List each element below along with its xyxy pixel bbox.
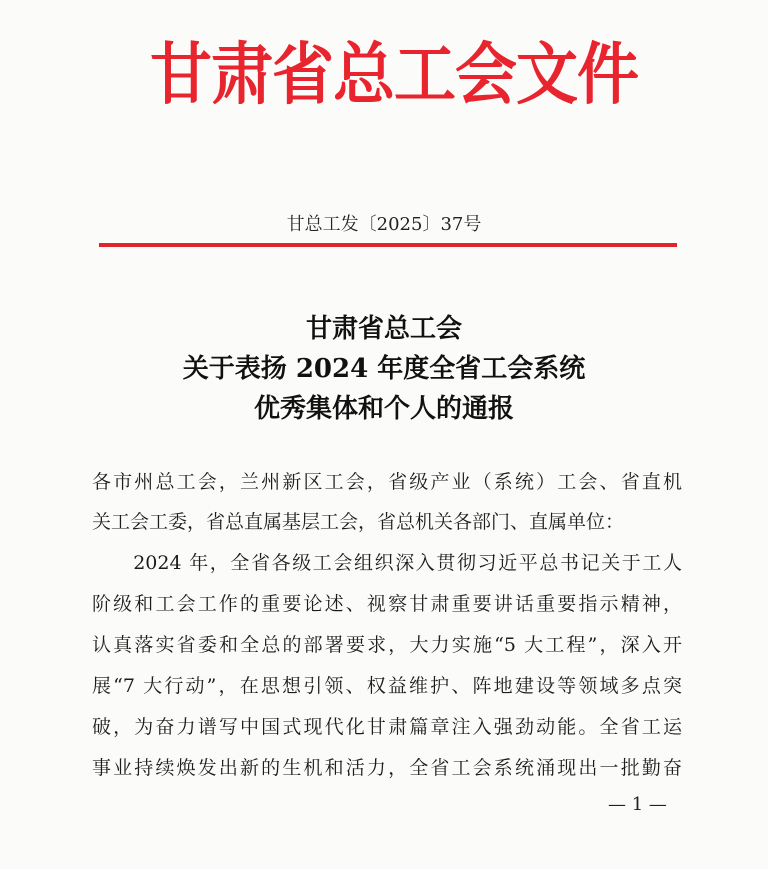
masthead-title: 甘肃省总工会文件 (150, 35, 639, 114)
body-line: 2024 年，全省各级工会组织深入贯彻习近平总书记关于工人 (92, 552, 682, 574)
body-line: 阶级和工会工作的重要论述、视察甘肃重要讲话重要指示精神， (92, 593, 682, 615)
body-line: 各市州总工会，兰州新区工会，省级产业（系统）工会、省直机 (92, 471, 682, 493)
notice-title-line-3: 优秀集体和个人的通报 (253, 394, 514, 424)
notice-title-line-1: 甘肃省总工会 (305, 314, 462, 344)
notice-title-line-2: 关于表扬 2024 年度全省工会系统 (182, 354, 586, 384)
document-number: 甘总工发〔2025〕37号 (286, 214, 482, 235)
red-divider-line (99, 243, 677, 247)
body-line: 关工会工委，省总直属基层工会，省总机关各部门、直属单位： (92, 511, 625, 533)
body-line: 破，为奋力谱写中国式现代化甘肃篇章注入强劲动能。全省工运 (92, 716, 682, 738)
body-line: 事业持续焕发出新的生机和活力，全省工会系统涌现出一批勤奋 (92, 757, 682, 779)
body-line: 认真落实省委和全总的部署要求，大力实施“5 大工程”，深入开 (92, 634, 682, 656)
page-number: — 1 — (608, 794, 667, 815)
body-line: 展“7 大行动”，在思想引领、权益维护、阵地建设等领域多点突 (92, 675, 682, 697)
